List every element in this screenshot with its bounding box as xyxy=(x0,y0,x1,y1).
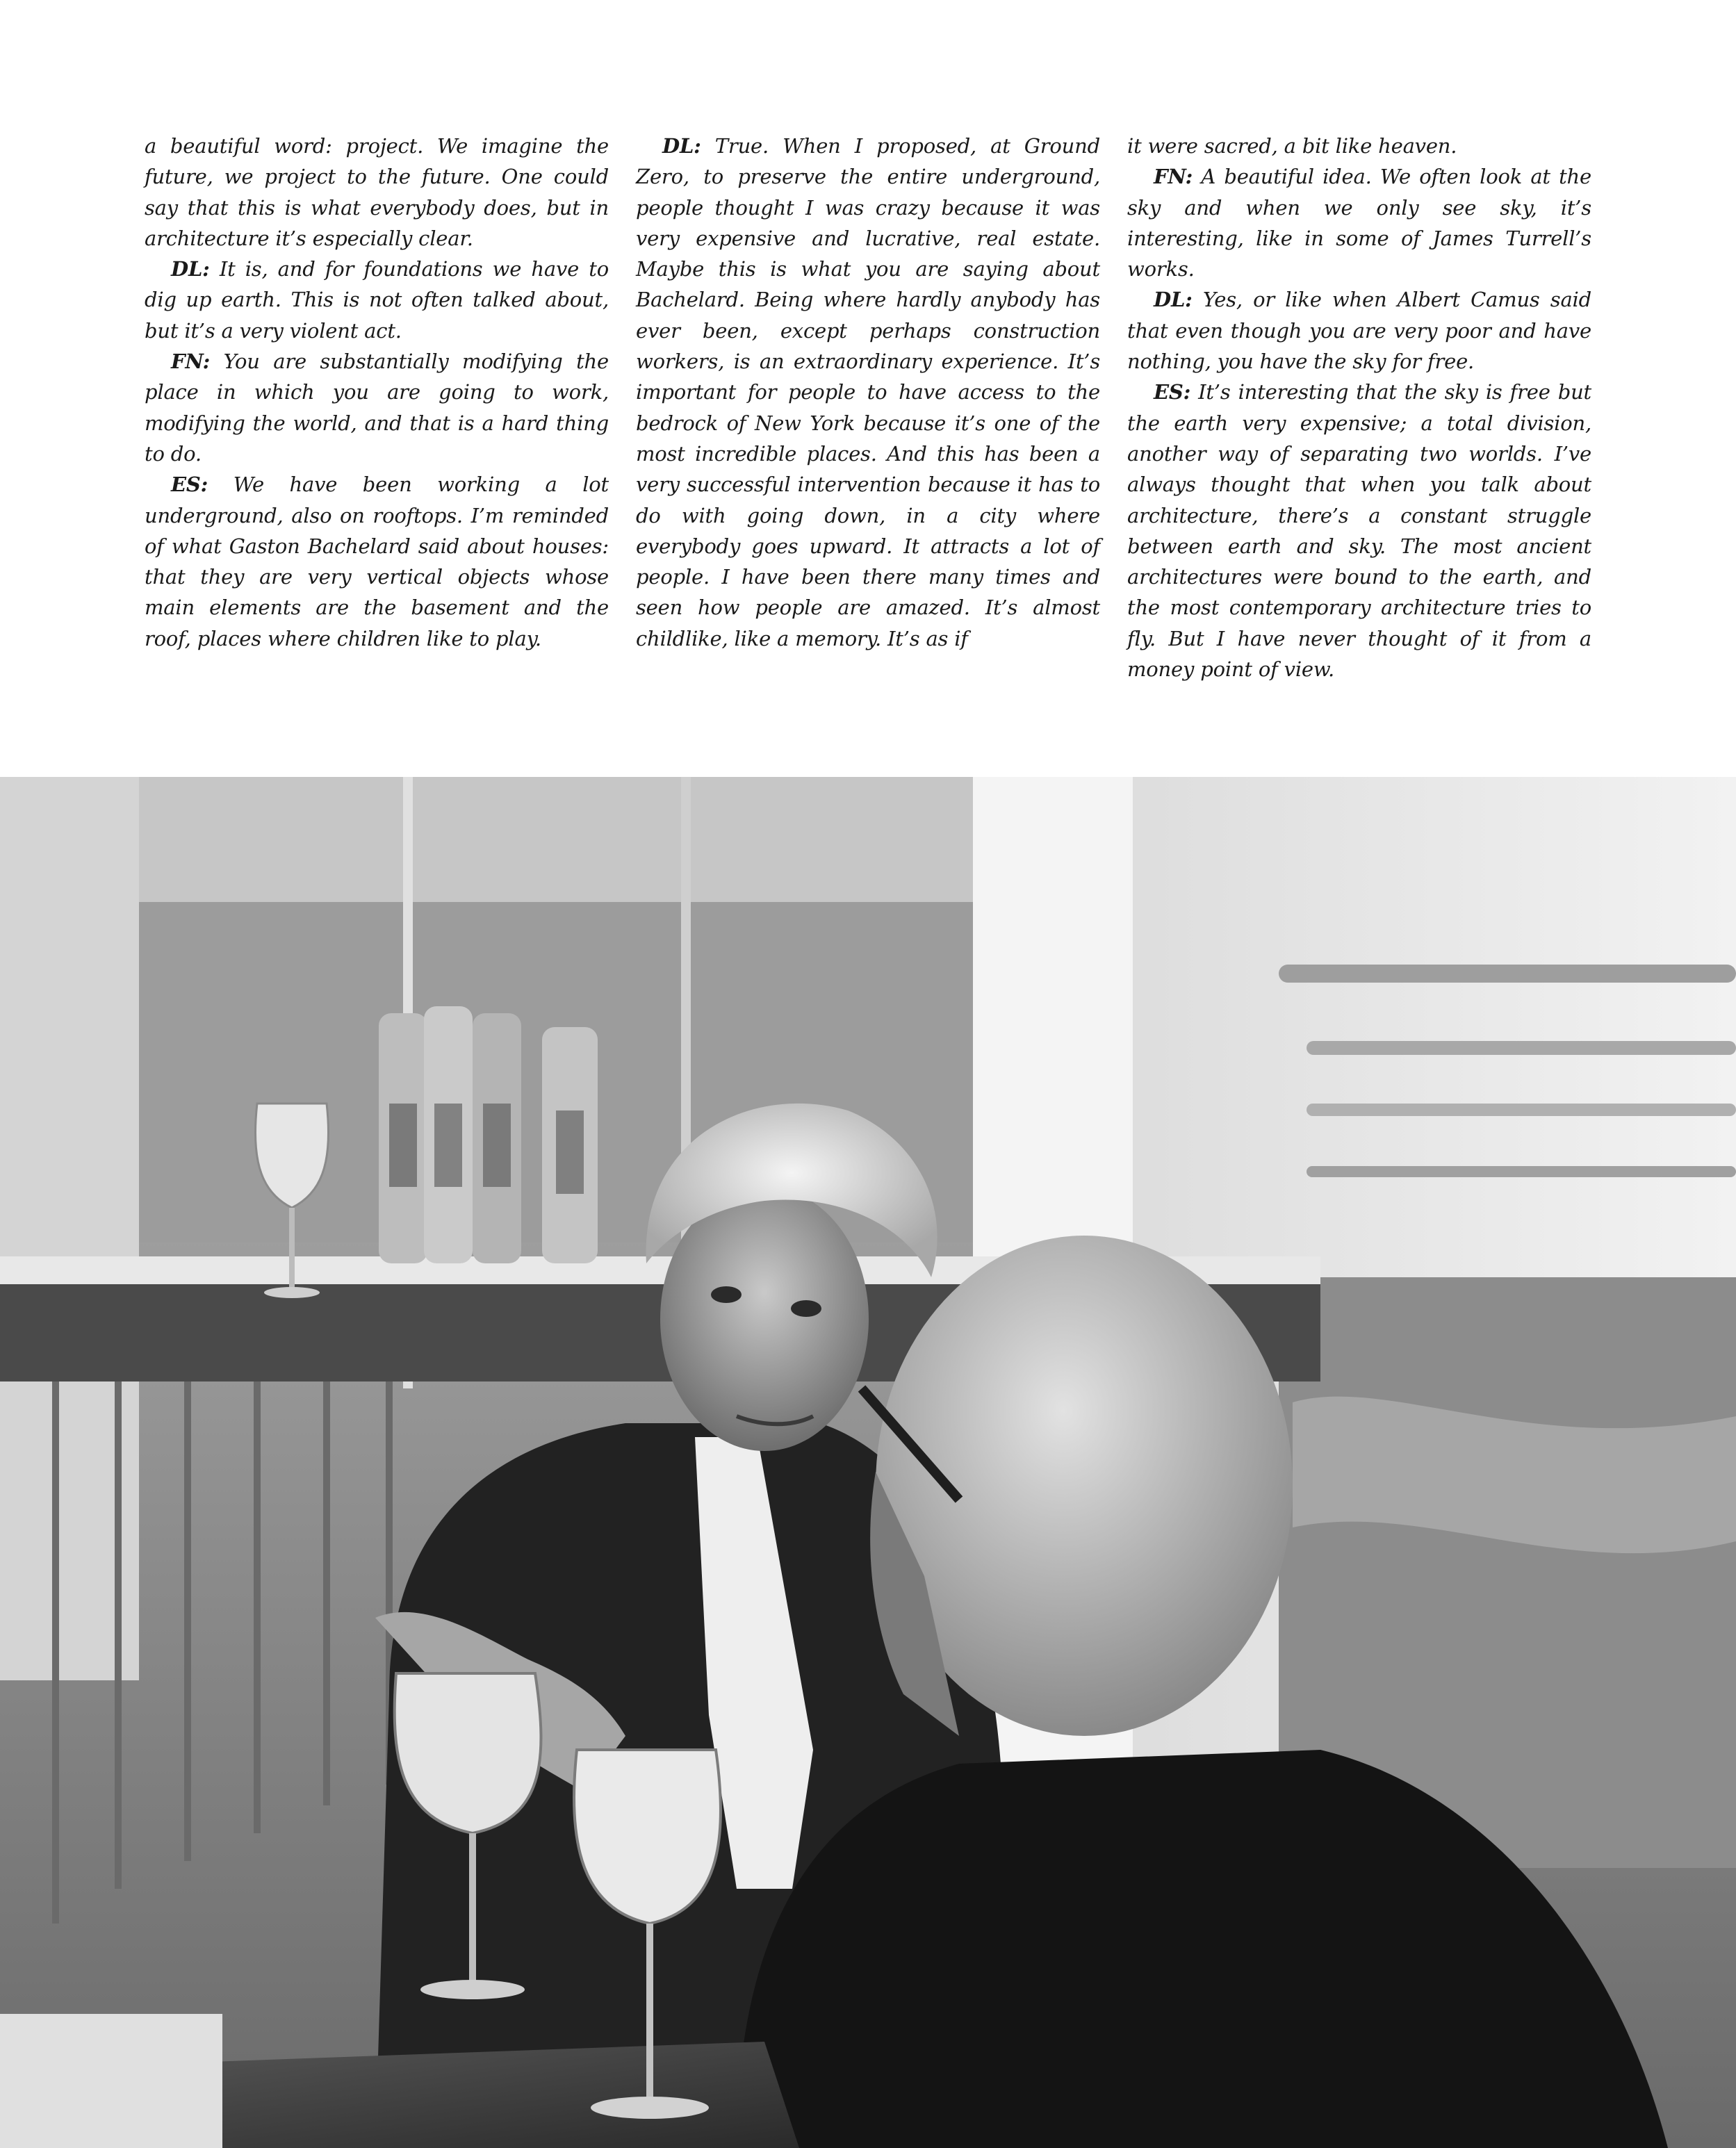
water-bottles xyxy=(379,1006,598,1263)
text-column-1 xyxy=(145,131,609,650)
wall-moulding xyxy=(1279,965,1736,983)
paragraph-text: It is, and for foundations we have to dig up earth. This is not often talked about, but it’s a very violent act. xyxy=(145,257,609,343)
speaker-label: ES: xyxy=(171,473,208,497)
speaker-label: FN: xyxy=(171,350,211,374)
text-column-3 xyxy=(1127,131,1591,682)
paragraph-text: We have been working a lot underground, also on rooftops. I’m reminded of what Gaston Bachelard said about houses: that they are very vertical objects whose main elements are the basement and the roof, places where children like to play. xyxy=(145,473,609,650)
eye xyxy=(791,1300,821,1317)
paragraph xyxy=(145,131,609,254)
speaker-label: DL: xyxy=(662,134,701,158)
speaker-label: ES: xyxy=(1154,380,1191,404)
wall-moulding xyxy=(1307,1041,1736,1055)
photo-illustration xyxy=(0,777,1736,2148)
interview-photograph xyxy=(0,777,1736,2148)
paragraph-text: It’s interesting that the sky is free but the earth very expensive; a total division, another way of separating two worlds. I’ve always thought that when you talk about architecture, there’s a constant struggle between earth and sky. The most ancient architectures were bound to the earth, and the most contemporary architecture tries to fly. But I have never thought of it from a money point of view. xyxy=(1127,380,1591,682)
paragraph xyxy=(636,131,1100,654)
person-left-face xyxy=(660,1187,869,1451)
paragraph xyxy=(145,254,609,346)
paragraph-text: True. When I proposed, at Ground Zero, to preserve the entire underground, people thought I was crazy because it was very expensive and lucrative, real estate. Maybe this is what you are saying about Bachelard. Being where hardly anybody has ever been, except perhaps construction workers, is an extraordinary experience. It’s important for people to have access to the bedrock of New York because it’s one of the most incredible places. And this has been a very successful intervention because it has to do with going down, in a city where everybody goes upward. It attracts a lot of people. I have been there many times and seen how people are amazed. It’s almost childlike, like a memory. It’s as if xyxy=(636,134,1100,650)
wall-moulding xyxy=(1307,1166,1736,1177)
paper-on-table xyxy=(0,2014,222,2148)
paragraph-text: it were sacred, a bit like heaven. xyxy=(1127,134,1457,158)
paragraph xyxy=(145,346,609,469)
paragraph-text: A beautiful idea. We often look at the sky and when we only see sky, it’s interesting, like in some of James Turrell’s works. xyxy=(1127,165,1591,281)
paragraph xyxy=(1127,131,1591,161)
paragraph xyxy=(1127,161,1591,284)
paragraph xyxy=(1127,284,1591,377)
paragraph-text: Yes, or like when Albert Camus said that even though you are very poor and have nothing, you have the sky for free. xyxy=(1127,288,1591,374)
paragraph-text: a beautiful word: project. We imagine the future, we project to the future. One could say that this is what everybody does, but in architecture it’s especially clear. xyxy=(145,134,609,250)
speaker-label: DL: xyxy=(1154,288,1193,312)
wall-moulding xyxy=(1307,1104,1736,1116)
interview-text xyxy=(145,131,1591,682)
paragraph-text: You are substantially modifying the place in which you are going to work, modifying the world, and that is a hard thing to do. xyxy=(145,350,609,466)
speaker-label: DL: xyxy=(171,257,210,281)
speaker-label: FN: xyxy=(1154,165,1193,189)
eye xyxy=(711,1286,742,1303)
paragraph xyxy=(145,469,609,654)
paragraph xyxy=(1127,377,1591,684)
mirror-reflection xyxy=(139,777,973,902)
text-column-2 xyxy=(636,131,1100,650)
